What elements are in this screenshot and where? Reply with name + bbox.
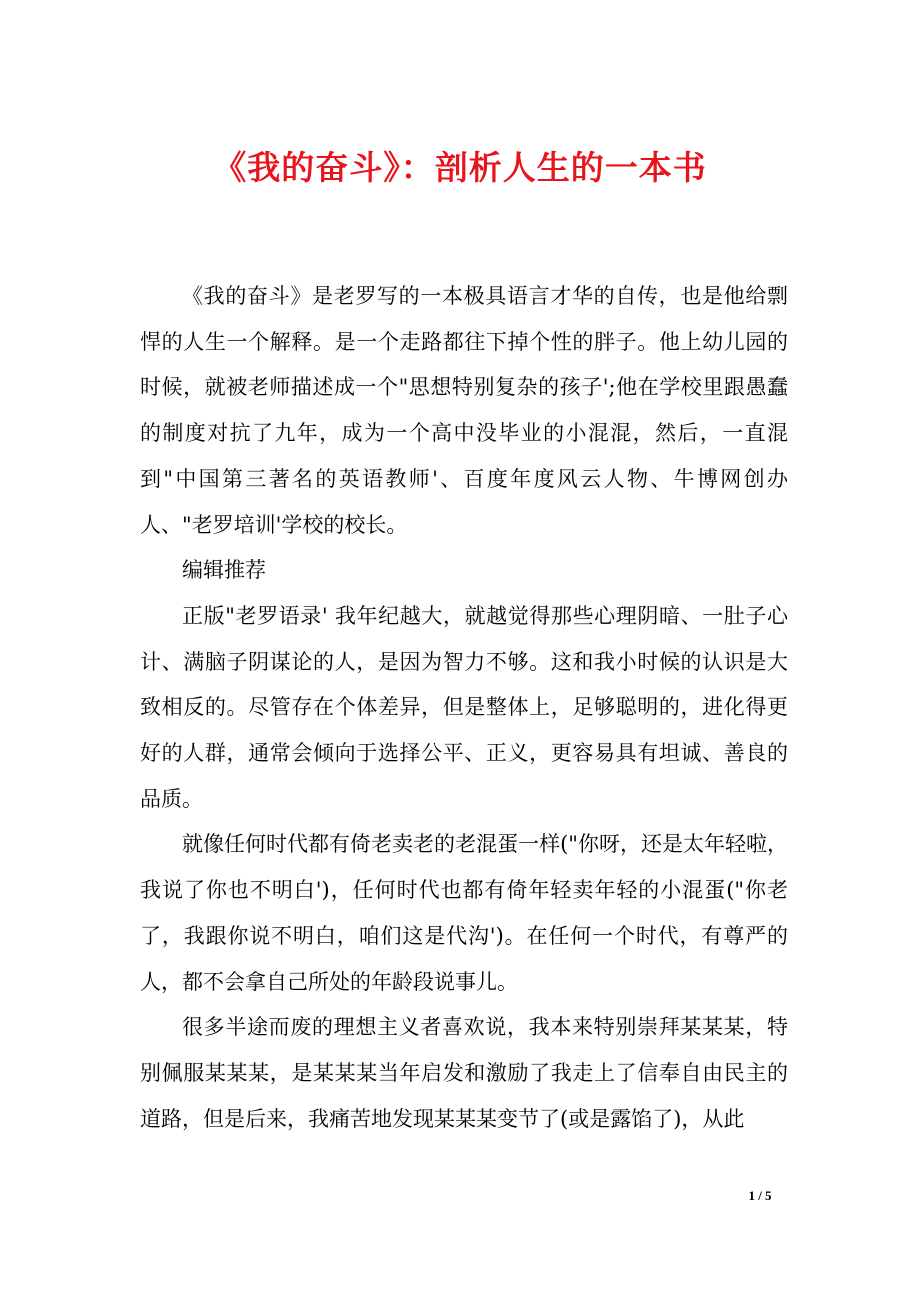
paragraph-quotes: 正版"老罗语录' 我年纪越大，就越觉得那些心理阴暗、一肚子心计、满脑子阴谋论的人，是因为智力不够。这和我小时候的认识是大致相反的。尽管存在个体差异，但是整体上，足够聪明的，进化得更好的人群，通常会倾向于选择公平、正义，更容易具有坦诚、善良的品质。 bbox=[140, 603, 788, 811]
document-body bbox=[140, 274, 788, 1142]
paragraph-idealists: 很多半途而废的理想主义者喜欢说，我本来特别崇拜某某某，特别佩服某某某，是某某某当年启发和激励了我走上了信奉自由民主的道路，但是后来，我痛苦地发现某某某变节了(或是露馅了)，从此 bbox=[140, 1015, 788, 1131]
paragraph-generations: 就像任何时代都有倚老卖老的老混蛋一样("你呀，还是太年轻啦，我说了你也不明白')，任何时代也都有倚年轻卖年轻的小混蛋("你老了，我跟你说不明白，咱们这是代沟')。在任何一个时代，有尊严的人，都不会拿自己所处的年龄段说事儿。 bbox=[140, 832, 788, 994]
page-number: 1 / 5 bbox=[748, 1188, 772, 1203]
paragraph-intro: 《我的奋斗》是老罗写的一本极具语言才华的自传，也是他给剽悍的人生一个解释。是一个走路都往下掉个性的胖子。他上幼儿园的时候，就被老师描述成一个"思想特别复杂的孩子';他在学校里跟愚蠢的制度对抗了九年，成为一个高中没毕业的小混混，然后，一直混到"中国第三著名的英语教师'、百度年度风云人物、牛博网创办人、"老罗培训'学校的校长。 bbox=[140, 284, 788, 537]
document-title: 《我的奋斗》：剖析人生的一本书 bbox=[213, 148, 707, 187]
paragraph-editor-recommendation: 编辑推荐 bbox=[182, 558, 266, 583]
